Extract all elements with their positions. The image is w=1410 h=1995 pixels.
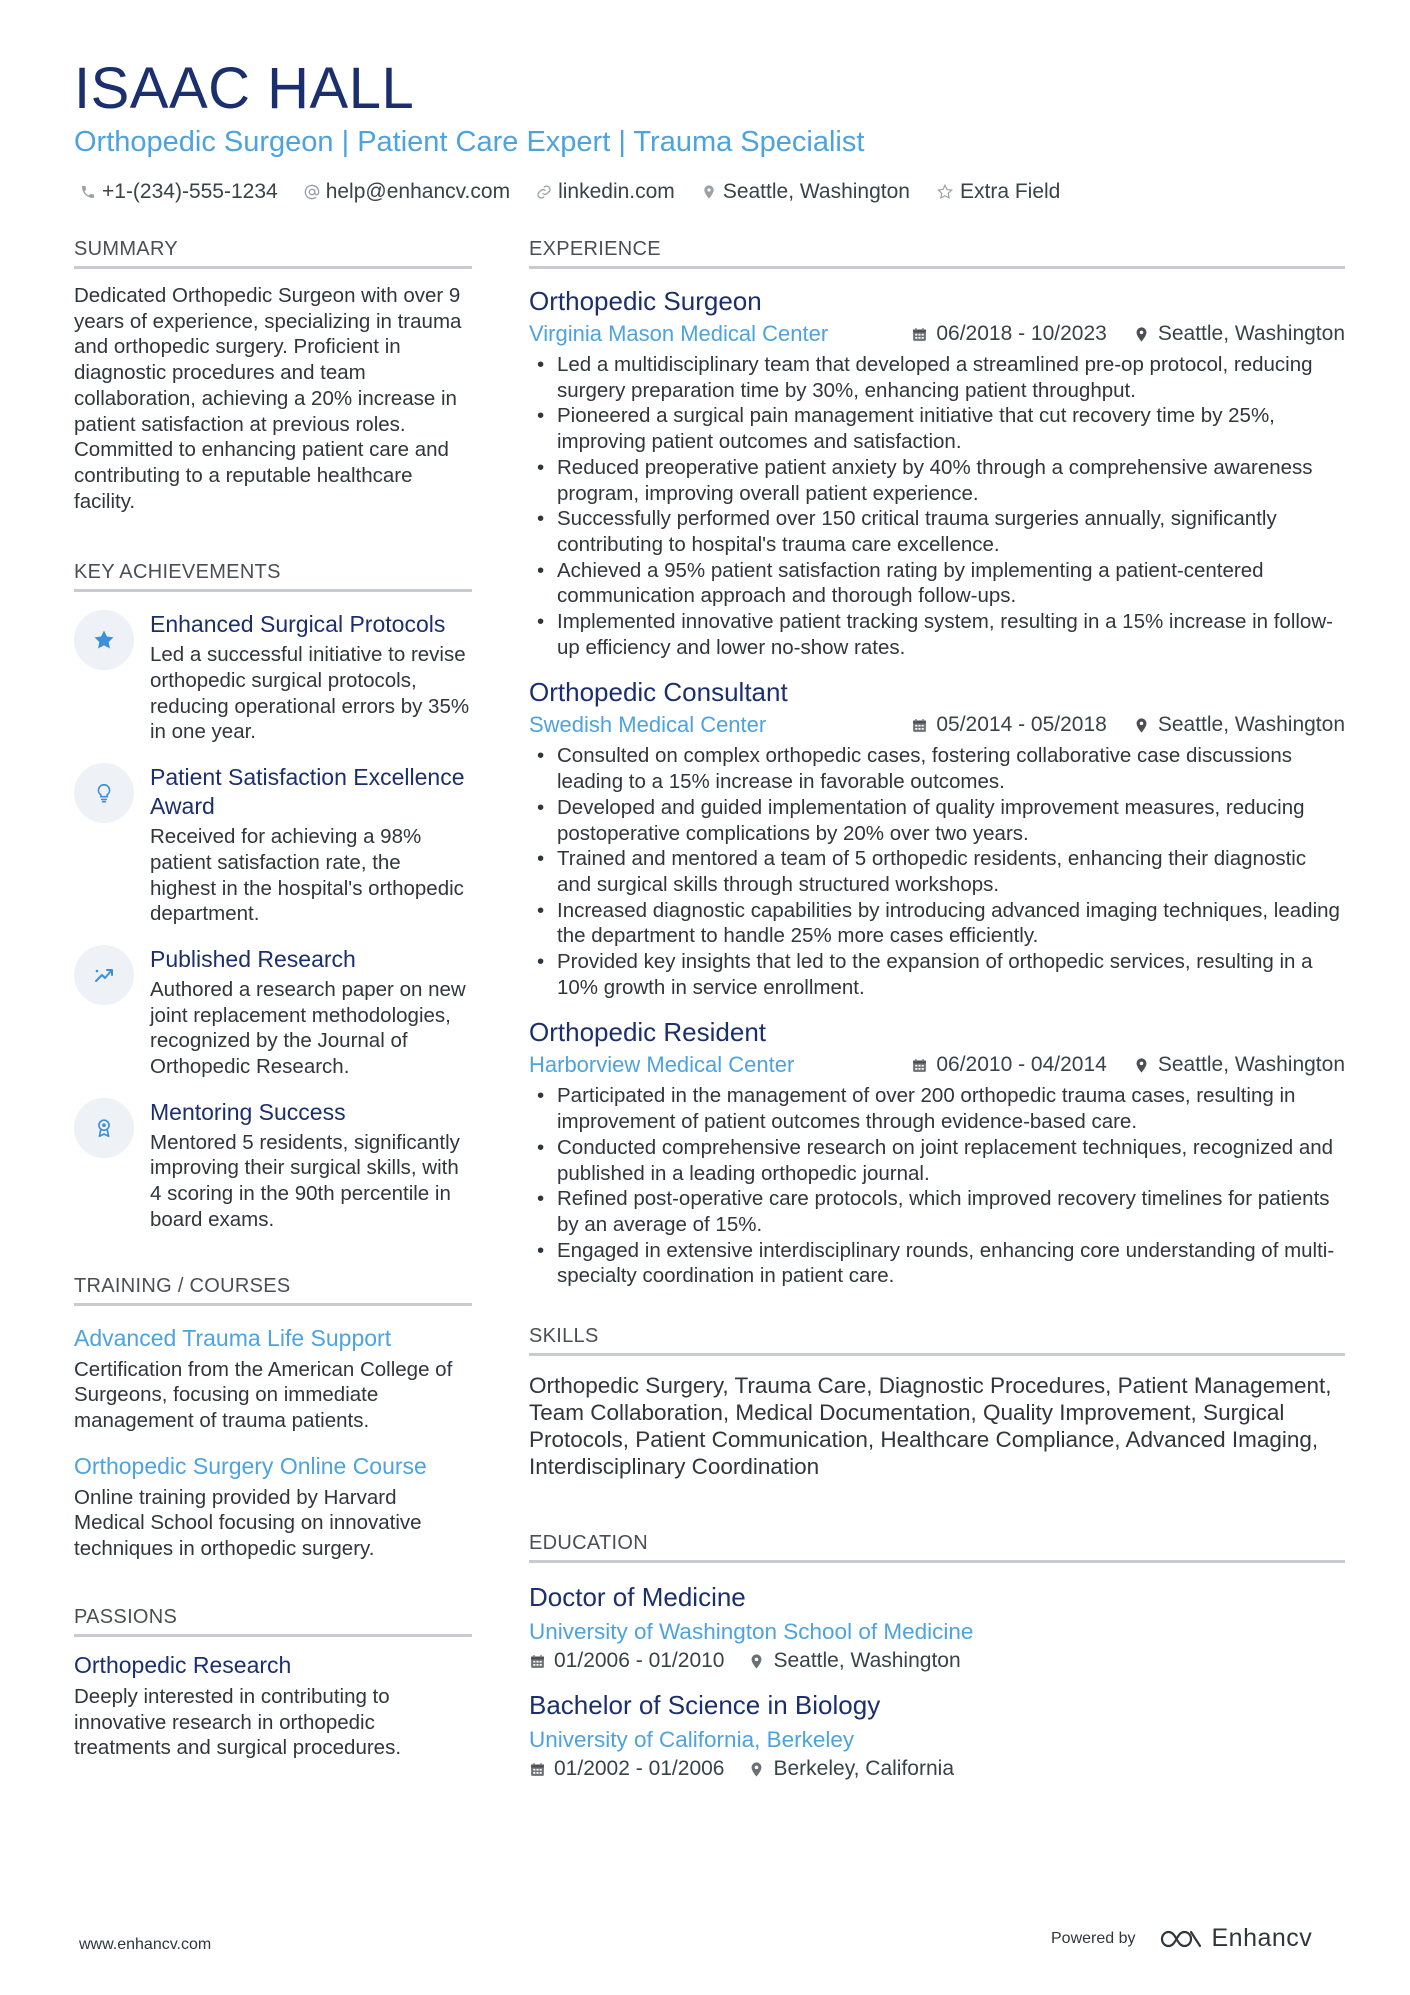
lightbulb-icon	[74, 763, 134, 823]
bullet-item: • Refined post-operative care protocols, which improved recovery timelines for patients by an average of 15%.	[529, 1186, 1345, 1237]
location-text: Seattle, Washington	[1157, 1053, 1345, 1077]
course-title: Advanced Trauma Life Support	[74, 1324, 392, 1351]
location-pin-icon	[1133, 717, 1150, 734]
course-desc: Online training provided by Harvard Medical School focusing on innovative techniques in orthopedic surgery.	[74, 1485, 422, 1561]
brand-name: Enhancv	[1211, 1924, 1313, 1952]
at-icon	[304, 184, 320, 200]
bullet-item: • Led a multidisciplinary team that developed a streamlined pre-op protocol, reducing surgery preparation time by 30%, enhancing patient throughput.	[529, 352, 1345, 403]
education-location	[748, 1757, 954, 1781]
bullet-item: • Increased diagnostic capabilities by introducing advanced imaging techniques, leading the department to handle 25% more cases efficiently.	[529, 898, 1345, 949]
bullet-item: • Successfully performed over 150 critical trauma surgeries annually, significantly contributing to hospital's trauma care excellence.	[529, 506, 1345, 557]
bullet-item: • Provided key insights that led to the expansion of orthopedic services, resulting in a 10% growth in service enrollment.	[529, 949, 1345, 1000]
education-entry	[529, 1581, 1345, 1673]
enhancv-logo-icon	[1158, 1927, 1204, 1951]
location-text: Seattle, Washington	[1157, 713, 1345, 737]
calendar-icon	[911, 1057, 928, 1074]
skills-text: Orthopedic Surgery, Trauma Care, Diagnostic Procedures, Patient Management, Team Collaboration, Medical Documentation, Quality Improvement, Surgical Protocols, Patient Communication, Healthcare Compliance, Advanced Imaging, Interdisciplinary Coordination	[529, 1373, 1332, 1480]
degree-title: Doctor of Medicine	[529, 1582, 746, 1613]
job-bullets	[529, 743, 1345, 1000]
job-entry	[529, 285, 1345, 660]
footer-branding	[1051, 1924, 1312, 1953]
footer-website[interactable]: www.enhancv.com	[79, 1936, 212, 1953]
contact-phone[interactable]	[80, 180, 278, 204]
growth-icon	[74, 945, 134, 1005]
achievement-title: Patient Satisfaction Excellence Award	[150, 764, 465, 820]
right-column	[529, 238, 1345, 1781]
date-range: 06/2018 - 10/2023	[936, 322, 1107, 345]
passion-item	[74, 1651, 472, 1761]
achievement-item	[74, 1098, 472, 1233]
bullet-item: • Conducted comprehensive research on joint replacement techniques, recognized and published in a leading orthopedic journal.	[529, 1135, 1345, 1186]
summary-text: Dedicated Orthopedic Surgeon with over 9 years of experience, specializing in trauma and orthopedic surgery. Proficient in diagnostic procedures and team collaboration, achieving a 20% increase in patient satisfaction at previous roles. Committed to enhancing patient care and contributing to a reputable healthcare facility.	[74, 284, 462, 513]
bullet-item: • Engaged in extensive interdisciplinary rounds, enhancing core understanding of multi-specialty coordination in patient care.	[529, 1238, 1345, 1289]
star-icon	[74, 610, 134, 670]
passions-heading: PASSIONS	[74, 1606, 472, 1637]
bullet-item: • Achieved a 95% patient satisfaction rating by implementing a patient-centered communication approach and thorough follow-ups.	[529, 558, 1345, 609]
location-pin-icon	[1133, 1057, 1150, 1074]
job-location	[1133, 713, 1345, 737]
date-range: 05/2014 - 05/2018	[936, 713, 1107, 737]
bullet-item: • Implemented innovative patient tracking system, resulting in a 15% increase in follow-up efficiency and lower no-show rates.	[529, 609, 1345, 660]
bullet-item: • Participated in the management of over 200 orthopedic trauma cases, resulting in improvement of patient outcomes through evidence-based care.	[529, 1083, 1345, 1134]
training-heading: TRAINING / COURSES	[74, 1275, 472, 1306]
achievement-desc: Led a successful initiative to revise orthopedic surgical protocols, reducing operational errors by 35% in one year.	[150, 643, 470, 744]
school-name: University of Washington School of Medicine	[529, 1619, 974, 1645]
location-text: Seattle, Washington	[773, 1649, 961, 1673]
job-title: Orthopedic Consultant	[529, 677, 788, 708]
passion-desc: Deeply interested in contributing to innovative research in orthopedic treatments and surgical procedures.	[74, 1684, 402, 1760]
degree-title: Bachelor of Science in Biology	[529, 1690, 881, 1721]
job-dates	[911, 713, 1106, 737]
calendar-icon	[529, 1761, 546, 1778]
job-dates	[911, 1053, 1106, 1077]
school-name: University of California, Berkeley	[529, 1727, 855, 1753]
course-item	[74, 1452, 472, 1562]
education-location	[748, 1649, 960, 1673]
bullet-item: • Consulted on complex orthopedic cases, fostering collaborative case discussions leading to a 15% increase in favorable outcomes.	[529, 743, 1345, 794]
location-text: Berkeley, California	[773, 1757, 955, 1781]
location-text: Seattle, Washington	[1157, 322, 1345, 345]
link-icon	[536, 184, 552, 200]
job-entry	[529, 1016, 1345, 1289]
calendar-icon	[911, 326, 928, 343]
skills-heading: SKILLS	[529, 1325, 1345, 1356]
bullet-item: • Pioneered a surgical pain management initiative that cut recovery time by 25%, improving patient outcomes and satisfaction.	[529, 403, 1345, 454]
achievement-desc: Mentored 5 residents, significantly improving their surgical skills, with 4 scoring in the 90th percentile in board exams.	[150, 1130, 460, 1231]
contact-bar	[80, 180, 1086, 204]
linkedin-text: linkedin.com	[558, 180, 675, 203]
candidate-name: ISAAC HALL	[74, 56, 415, 121]
bullet-item: • Developed and guided implementation of quality improvement measures, reducing postoperative complications by 20% over two years.	[529, 795, 1345, 846]
phone-icon	[80, 184, 96, 200]
phone-text: +1-(234)-555-1234	[102, 180, 278, 203]
award-icon	[74, 1098, 134, 1158]
location-pin-icon	[748, 1653, 765, 1670]
summary-heading: SUMMARY	[74, 238, 472, 269]
summary-section	[74, 238, 472, 514]
achievements-section	[74, 561, 472, 1232]
course-item	[74, 1324, 472, 1434]
date-range: 06/2010 - 04/2014	[936, 1053, 1107, 1077]
course-desc: Certification from the American College of Surgeons, focusing on immediate management of trauma patients.	[74, 1357, 453, 1432]
company-name: Harborview Medical Center	[529, 1052, 795, 1078]
achievement-title: Mentoring Success	[150, 1098, 346, 1125]
date-range: 01/2006 - 01/2010	[554, 1649, 725, 1673]
achievement-desc: Authored a research paper on new joint replacement methodologies, recognized by the Journal of Orthopedic Research.	[150, 977, 466, 1079]
passion-title: Orthopedic Research	[74, 1651, 292, 1678]
location-pin-icon	[701, 184, 717, 200]
achievement-title: Enhanced Surgical Protocols	[150, 611, 446, 638]
powered-by-text: Powered by	[1051, 1929, 1136, 1947]
experience-heading: EXPERIENCE	[529, 238, 1345, 269]
contact-location	[701, 180, 910, 204]
skills-section	[529, 1325, 1345, 1480]
contact-email[interactable]	[304, 180, 510, 204]
passions-section	[74, 1606, 472, 1761]
achievement-item	[74, 610, 472, 745]
job-entry	[529, 676, 1345, 1000]
left-column	[74, 238, 472, 1761]
education-entry	[529, 1689, 1345, 1781]
location-pin-icon	[748, 1761, 765, 1778]
date-range: 01/2002 - 01/2006	[554, 1757, 725, 1781]
location-pin-icon	[1133, 326, 1150, 343]
job-title: Orthopedic Surgeon	[529, 286, 762, 316]
bullet-item: • Trained and mentored a team of 5 orthopedic residents, enhancing their diagnostic and surgical skills through structured workshops.	[529, 846, 1345, 897]
job-location	[1133, 1053, 1345, 1077]
contact-linkedin[interactable]	[536, 180, 675, 204]
training-section	[74, 1275, 472, 1562]
calendar-icon	[911, 717, 928, 734]
job-location	[1133, 322, 1345, 346]
job-title: Orthopedic Resident	[529, 1017, 767, 1048]
company-name: Virginia Mason Medical Center	[529, 321, 829, 346]
achievements-heading: KEY ACHIEVEMENTS	[74, 561, 472, 592]
achievement-item	[74, 945, 472, 1080]
experience-section	[529, 238, 1345, 1289]
achievement-item	[74, 763, 472, 927]
candidate-title: Orthopedic Surgeon | Patient Care Expert | Trauma Specialist	[74, 126, 865, 158]
course-title: Orthopedic Surgery Online Course	[74, 1452, 427, 1479]
job-dates	[911, 322, 1106, 346]
company-name: Swedish Medical Center	[529, 712, 767, 738]
achievement-title: Published Research	[150, 945, 356, 972]
email-text: help@enhancv.com	[325, 180, 511, 203]
job-bullets	[529, 352, 1345, 660]
star-outline-icon	[936, 183, 954, 201]
extra-field-text: Extra Field	[959, 180, 1061, 203]
achievement-desc: Received for achieving a 98% patient satisfaction rate, the highest in the hospital's orthopedic department.	[150, 825, 464, 926]
education-heading: EDUCATION	[529, 1532, 1345, 1563]
bullet-item: • Reduced preoperative patient anxiety by 40% through a comprehensive awareness program, improving overall patient experience.	[529, 455, 1345, 506]
education-dates	[529, 1649, 724, 1673]
job-bullets	[529, 1083, 1345, 1289]
education-section	[529, 1532, 1345, 1781]
location-text: Seattle, Washington	[722, 180, 910, 203]
contact-extra	[936, 180, 1060, 204]
calendar-icon	[529, 1653, 546, 1670]
education-dates	[529, 1757, 724, 1781]
